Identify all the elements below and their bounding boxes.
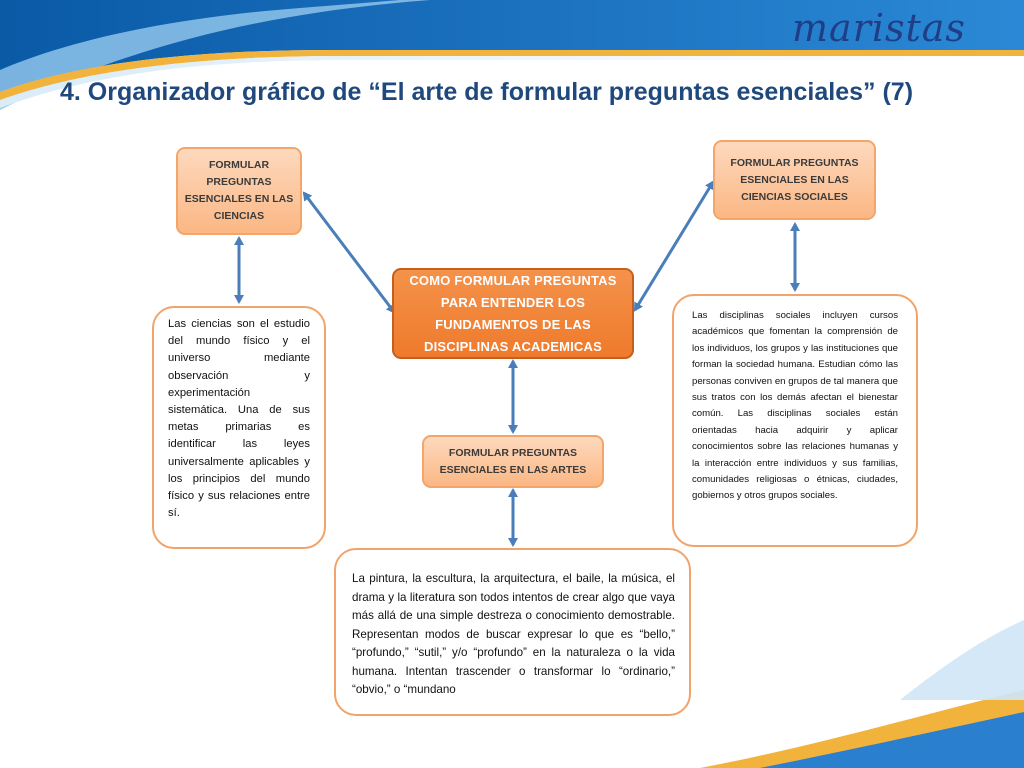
arrow-sociales-center xyxy=(635,182,713,310)
node-ciencias xyxy=(176,147,302,235)
desc-ciencias-sociales xyxy=(672,294,918,547)
node-ciencias-label: FORMULAR PREGUNTAS ESENCIALES EN LAS CIENCIAS xyxy=(184,159,294,222)
arrow-ciencias-center xyxy=(304,193,394,312)
desc-ciencias-text: Las ciencias son el estudio del mundo físico y el universo mediante observación y experimentación sistemática. Una de sus metas primarias es identificar las leyes universalmente aplicables y los principios del mundo físico y sus relaciones entre sí. xyxy=(168,318,310,520)
desc-ciencias xyxy=(152,306,326,549)
node-sociales-label: FORMULAR PREGUNTAS ESENCIALES EN LAS CIENCIAS SOCIALES xyxy=(730,156,859,203)
desc-artes xyxy=(334,548,691,716)
center-label: COMO FORMULAR PREGUNTAS PARA ENTENDER LOS FUNDAMENTOS DE LAS DISCIPLINAS ACADEMICAS xyxy=(409,272,617,354)
desc-sociales-text: Las disciplinas sociales incluyen cursos académicos que fomentan la comprensión de los individuos, los grupos y las instituciones que forman la sociedad humana. Estudian cómo las personas conviven en grupos de tal manera que sus tratos con los demás afectan el bienestar común. Las disciplinas sociales están orientadas hacia adquirir y aplicar conocimientos sobre las relaciones humanas y la interacción entre individuos y sus familias, comunidades religiosas o étnicas, ciudades, gobiernos y otros grupos sociales. xyxy=(692,310,898,502)
slide-title: 4. Organizador gráfico de “El arte de formular preguntas esenciales” (7) xyxy=(60,78,914,106)
node-center xyxy=(392,268,634,359)
node-artes xyxy=(422,435,604,488)
node-artes-label: FORMULAR PREGUNTAS ESENCIALES EN LAS ARTES xyxy=(439,446,587,476)
maristas-logo: maristas xyxy=(792,6,966,50)
node-ciencias-sociales xyxy=(713,140,876,220)
desc-artes-text: La pintura, la escultura, la arquitectura, el baile, la música, el drama y la literatura son todos intentos de crear algo que vaya más allá de una simple destreza o conocimiento demostrable. Representan modos de buscar expresar lo que es “bello,” “profundo,” “sutil,” y/o “profundo” en la naturaleza o la vida humana. Intentan trascender o transformar lo “ordinario,” “obvio,” o “mundano xyxy=(352,572,675,696)
